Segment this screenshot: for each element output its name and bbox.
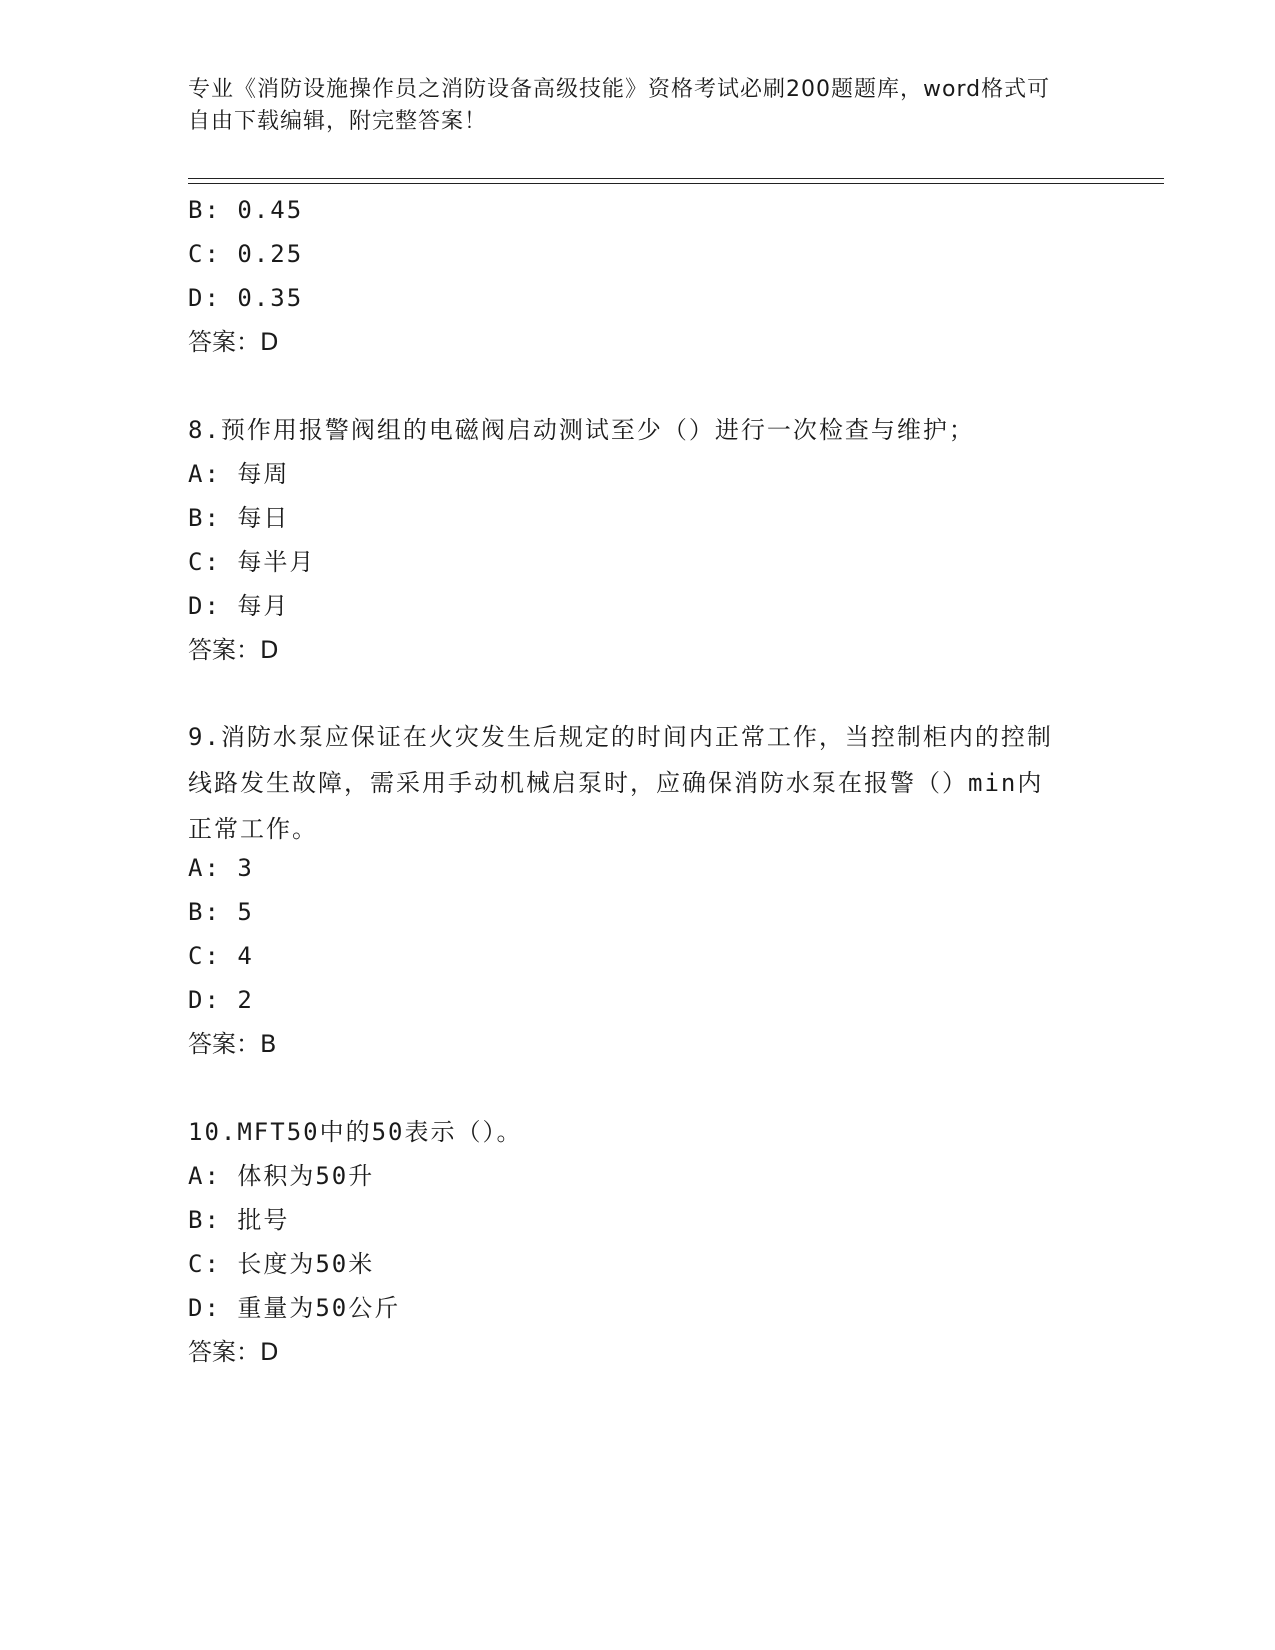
q8-question: 8.预作用报警阀组的电磁阀启动测试至少（）进行一次检查与维护； [188,416,975,444]
q10-option-a: A: 体积为50升 [188,1162,375,1190]
q8-option-d: D: 每月 [188,592,290,620]
header-divider-top [188,178,1164,179]
q10-option-d: D: 重量为50公斤 [188,1294,401,1322]
q7-option-b: B: 0.45 [188,196,304,224]
q9-option-c: C: 4 [188,942,254,970]
q9-question: 9.消防水泵应保证在火灾发生后规定的时间内正常工作，当控制柜内的控制线路发生故障，需采用手动机械启泵时，应确保消防水泵在报警（）min内正常工作。 [188,723,1053,843]
q8-answer: 答案：D [188,636,279,664]
q8-option-c: C: 每半月 [188,548,316,576]
q7-option-d: D: 0.35 [188,284,304,312]
q10-answer: 答案：D [188,1338,279,1366]
q10-option-c: C: 长度为50米 [188,1250,375,1278]
q10-option-b: B: 批号 [188,1206,290,1234]
q10-question: 10.MFT50中的50表示（）。 [188,1118,523,1146]
q9-option-d: D: 2 [188,986,254,1014]
q8-option-b: B: 每日 [188,504,290,532]
q9-option-a: A: 3 [188,854,254,882]
document-header: 专业《消防设施操作员之消防设备高级技能》资格考试必刷200题题库，word格式可自由下载编辑，附完整答案！ [188,77,1051,134]
header-divider-bottom [188,183,1164,184]
q9-answer: 答案：B [188,1030,277,1058]
q7-answer: 答案：D [188,328,279,356]
q7-option-c: C: 0.25 [188,240,304,268]
q9-option-b: B: 5 [188,898,254,926]
q8-option-a: A: 每周 [188,460,290,488]
